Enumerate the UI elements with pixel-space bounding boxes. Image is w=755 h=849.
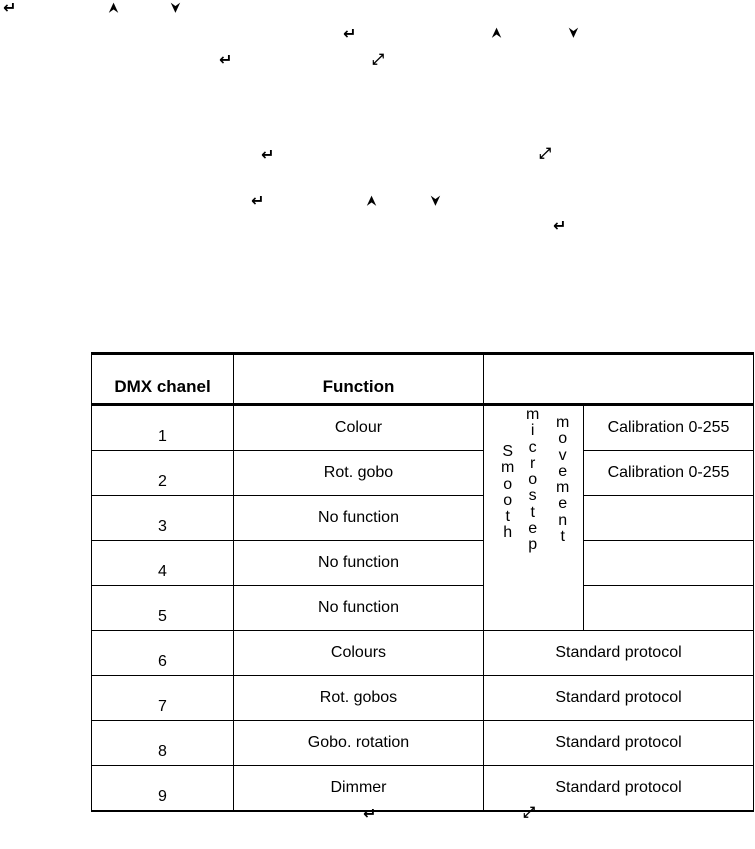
channel-number: 4 xyxy=(92,541,234,586)
vertical-letter: e xyxy=(558,495,568,513)
channel-function: No function xyxy=(234,541,484,586)
header-extra xyxy=(484,354,754,405)
vertical-letter: c xyxy=(528,438,537,456)
vertical-letter: o xyxy=(558,430,568,448)
channel-number: 5 xyxy=(92,586,234,631)
vertical-word-movement xyxy=(556,415,569,545)
vertical-word-microstep xyxy=(526,407,539,554)
vertical-letter: m xyxy=(556,414,570,431)
enter-icon: ↵ xyxy=(251,191,265,210)
enter-icon: ↵ xyxy=(343,24,357,43)
channel-function: Colours xyxy=(234,631,484,676)
table-row xyxy=(92,766,754,812)
vertical-letter: v xyxy=(558,446,567,464)
vertical-word-smooth xyxy=(501,444,514,542)
table-row xyxy=(92,451,754,496)
arrow-down-icon: ⮟ xyxy=(569,26,578,41)
vertical-letter: o xyxy=(503,491,513,509)
vertical-letter: e xyxy=(528,520,538,538)
vertical-letter: m xyxy=(556,479,570,497)
channel-number: 2 xyxy=(92,451,234,496)
table-row xyxy=(92,676,754,721)
vertical-letter: m xyxy=(526,406,540,423)
channel-number: 3 xyxy=(92,496,234,541)
resize-arrow-icon: ⤢ xyxy=(372,50,385,68)
vertical-letter: o xyxy=(528,471,538,489)
vertical-letter: o xyxy=(503,475,513,493)
enter-icon: ↵ xyxy=(261,145,275,164)
channel-extra: Standard protocol xyxy=(484,631,754,676)
smooth-microstep-movement-label xyxy=(484,405,584,631)
channel-number: 1 xyxy=(92,405,234,451)
vertical-letter: e xyxy=(558,462,568,480)
channel-function: No function xyxy=(234,496,484,541)
vertical-letter: m xyxy=(501,459,515,477)
channel-function: Gobo. rotation xyxy=(234,721,484,766)
vertical-letter: r xyxy=(530,454,536,472)
channel-function: Colour xyxy=(234,405,484,451)
channel-function: Dimmer xyxy=(234,766,484,812)
vertical-letter: t xyxy=(560,528,565,546)
arrow-up-icon: ⮝ xyxy=(367,194,376,209)
channel-extra xyxy=(584,496,754,541)
channel-function: Rot. gobo xyxy=(234,451,484,496)
channel-extra: Standard protocol xyxy=(484,766,754,812)
table-row xyxy=(92,631,754,676)
channel-extra xyxy=(584,541,754,586)
channel-number: 6 xyxy=(92,631,234,676)
channel-number: 7 xyxy=(92,676,234,721)
enter-icon: ↵ xyxy=(363,804,377,823)
enter-icon: ↵ xyxy=(219,50,233,69)
channel-extra: Calibration 0-255 xyxy=(584,451,754,496)
resize-arrow-icon: ⤢ xyxy=(523,803,536,821)
arrow-down-icon: ⮟ xyxy=(431,194,440,209)
table-row xyxy=(92,721,754,766)
channel-number: 8 xyxy=(92,721,234,766)
arrow-down-icon: ⮟ xyxy=(171,1,180,16)
header-dmx-channel: DMX chanel xyxy=(92,354,234,405)
channel-function: No function xyxy=(234,586,484,631)
channel-extra: Standard protocol xyxy=(484,721,754,766)
dmx-channel-table xyxy=(91,352,754,812)
channel-extra: Calibration 0-255 xyxy=(584,405,754,451)
vertical-letter: s xyxy=(528,487,537,505)
table-row xyxy=(92,586,754,631)
enter-icon: ↵ xyxy=(553,216,567,235)
table-row xyxy=(92,405,754,451)
vertical-letter: t xyxy=(505,508,510,526)
table-header-row xyxy=(92,354,754,405)
vertical-letter: t xyxy=(530,503,535,521)
arrow-up-icon: ⮝ xyxy=(109,1,118,16)
vertical-letter: n xyxy=(558,511,568,529)
enter-icon: ↵ xyxy=(3,0,17,17)
table-row xyxy=(92,496,754,541)
arrow-up-icon: ⮝ xyxy=(492,26,501,41)
channel-number: 9 xyxy=(92,766,234,812)
channel-function: Rot. gobos xyxy=(234,676,484,721)
table-row xyxy=(92,541,754,586)
vertical-letter: S xyxy=(502,443,513,460)
vertical-letter: p xyxy=(528,536,538,554)
vertical-letter: h xyxy=(503,524,513,542)
header-function: Function xyxy=(234,354,484,405)
resize-arrow-icon: ⤢ xyxy=(539,144,552,162)
channel-extra: Standard protocol xyxy=(484,676,754,721)
channel-extra xyxy=(584,586,754,631)
vertical-letter: i xyxy=(530,422,535,440)
